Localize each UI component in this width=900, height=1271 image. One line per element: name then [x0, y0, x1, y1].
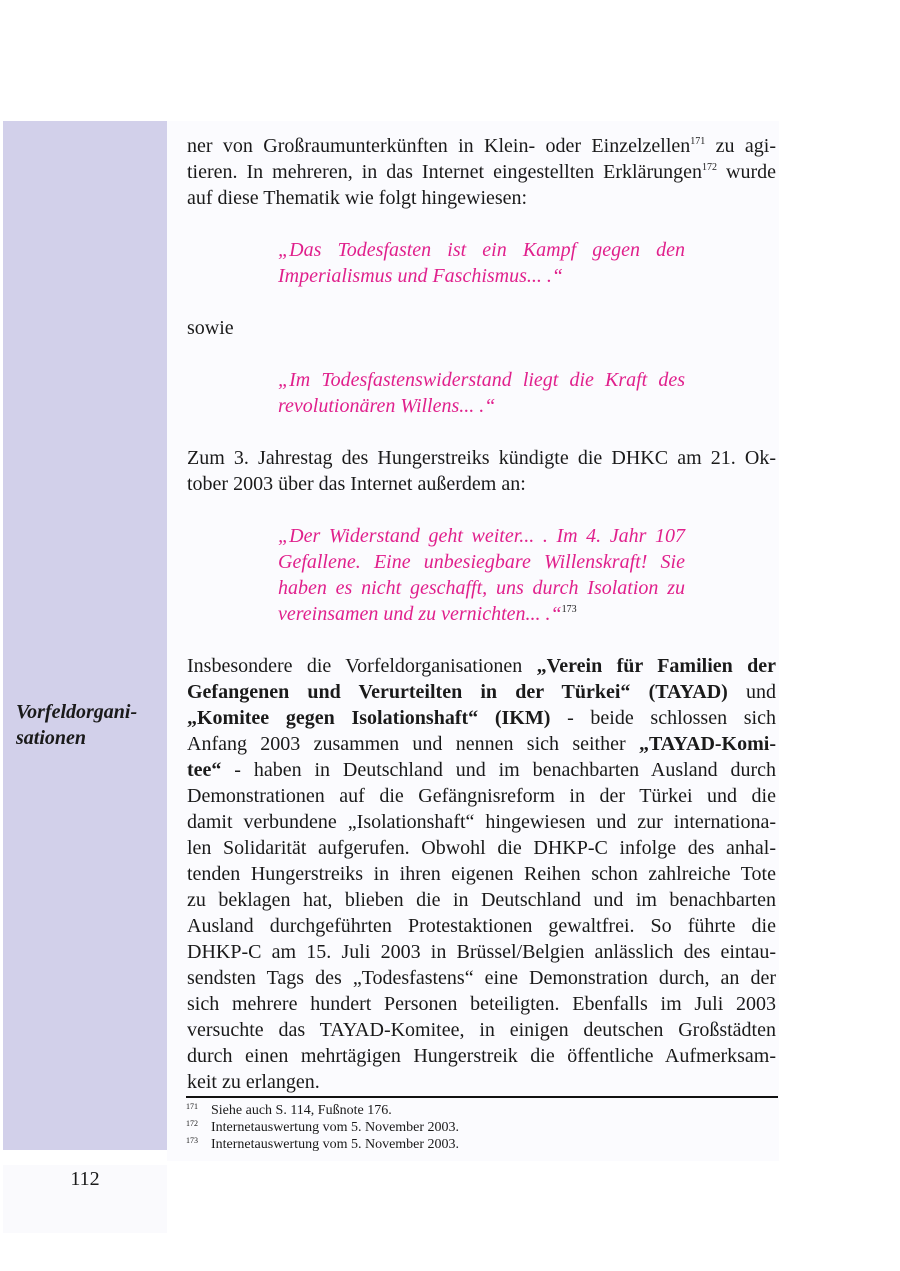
quote-2: [278, 367, 685, 419]
text-line: Zum 3. Jahrestag des Hungerstreiks kündigte die DHKC am 21. Ok-: [187, 447, 776, 469]
text-line: versuchte das TAYAD-Komitee, in einigen deutschen Großstädten: [187, 1019, 776, 1041]
text-line: sowie: [187, 317, 234, 339]
margin-heading: [16, 699, 166, 751]
quote-3: [278, 523, 685, 627]
quote-1: [278, 237, 685, 289]
quote-line: „Im Todesfastenswiderstand liegt die Kraft des: [278, 369, 685, 391]
text-line: Demonstrationen auf die Gefängnisreform in der Türkei und die: [187, 785, 776, 807]
footnote: 171 Siehe auch S. 114, Fußnote 176.: [186, 1102, 392, 1118]
text-line: tenden Hungerstreiks in ihren eigenen Reihen schon zahlreiche Tote: [187, 863, 776, 885]
text-line: Anfang 2003 zusammen und nennen sich seither „TAYAD-Komi-: [187, 733, 776, 755]
body-text: [187, 133, 776, 1095]
quote-line: Imperialismus und Faschismus... .“: [278, 265, 564, 287]
quote-line: vereinsamen und zu vernichten... .“$^{173}$: [278, 603, 577, 625]
margin-sidebar: [3, 121, 167, 1150]
text-line: tee“ - haben in Deutschland und im benachbarten Ausland durch: [187, 759, 776, 781]
text-line: ner von Großraumunterkünften in Klein- oder Einzelzellen$^{171}$ zu agi-: [187, 135, 776, 157]
quote-line: revolutionären Willens... .“: [278, 395, 496, 417]
footnote-ref: 171: [690, 136, 706, 147]
margin-heading-line: sationen: [16, 727, 87, 749]
footnote-text: Internetauswertung vom 5. November 2003.: [211, 1137, 460, 1152]
text-line: tieren. In mehreren, in das Internet eingestellten Erklärungen$^{172}$ wurde: [187, 161, 776, 183]
footnote-rule: [186, 1096, 778, 1098]
footnote: 172 Internetauswertung vom 5. November 2003.: [186, 1119, 460, 1135]
text-line: Insbesondere die Vorfeldorganisationen „Verein für Familien der: [187, 655, 776, 677]
page-number: 112: [70, 1168, 100, 1190]
paragraph-anniversary: [187, 445, 776, 497]
paragraph-organizations: [187, 653, 776, 1095]
footnote: 173 Internetauswertung vom 5. November 2003.: [186, 1136, 460, 1152]
text-line: DHKP-C am 15. Juli 2003 in Brüssel/Belgien anlässlich des eintau-: [187, 941, 776, 963]
text-line: sich mehrere hundert Personen beteiligten. Ebenfalls im Juli 2003: [187, 993, 776, 1015]
footnote-text: Siehe auch S. 114, Fußnote 176.: [211, 1103, 392, 1118]
paragraph-intro: [187, 133, 776, 211]
text-line: auf diese Thematik wie folgt hingewiesen:: [187, 187, 528, 209]
text-line: sendsten Tags des „Todesfastens“ eine Demonstration durch, an der: [187, 967, 776, 989]
text-line: Ausland durchgeführten Protestaktionen gewaltfrei. So führte die: [187, 915, 776, 937]
text-line: zu beklagen hat, blieben die in Deutschland und im benachbarten: [187, 889, 776, 911]
text-line: keit zu erlangen.: [187, 1071, 320, 1093]
text-line: Gefangenen und Verurteilten in der Türkei“ (TAYAD) und: [187, 681, 776, 703]
footnotes: [186, 1102, 776, 1153]
text-line: damit verbundene „Isolationshaft“ hingewiesen und zur internationa-: [187, 811, 776, 833]
quote-line: Gefallene. Eine unbesiegbare Willenskraft! Sie: [278, 551, 685, 573]
quote-line: haben es nicht geschafft, uns durch Isolation zu: [278, 577, 685, 599]
footnote-ref: 172: [702, 162, 718, 173]
text-line: „Komitee gegen Isolationshaft“ (IKM) - beide schlossen sich: [187, 707, 776, 729]
text-line: tober 2003 über das Internet außerdem an:: [187, 473, 526, 495]
footnote-ref: 173: [561, 604, 577, 615]
quote-line: „Das Todesfasten ist ein Kampf gegen den: [278, 239, 685, 261]
footnote-text: Internetauswertung vom 5. November 2003.: [211, 1120, 460, 1135]
text-line: len Solidarität aufgerufen. Obwohl die DHKP-C infolge des anhal-: [187, 837, 776, 859]
quote-line: „Der Widerstand geht weiter... . Im 4. Jahr 107: [278, 525, 685, 547]
margin-heading-line: Vorfeldorgani-: [16, 701, 138, 723]
page-number-box: [3, 1165, 167, 1233]
text-line: durch einen mehrtägigen Hungerstreik die öffentliche Aufmerksam-: [187, 1045, 776, 1067]
